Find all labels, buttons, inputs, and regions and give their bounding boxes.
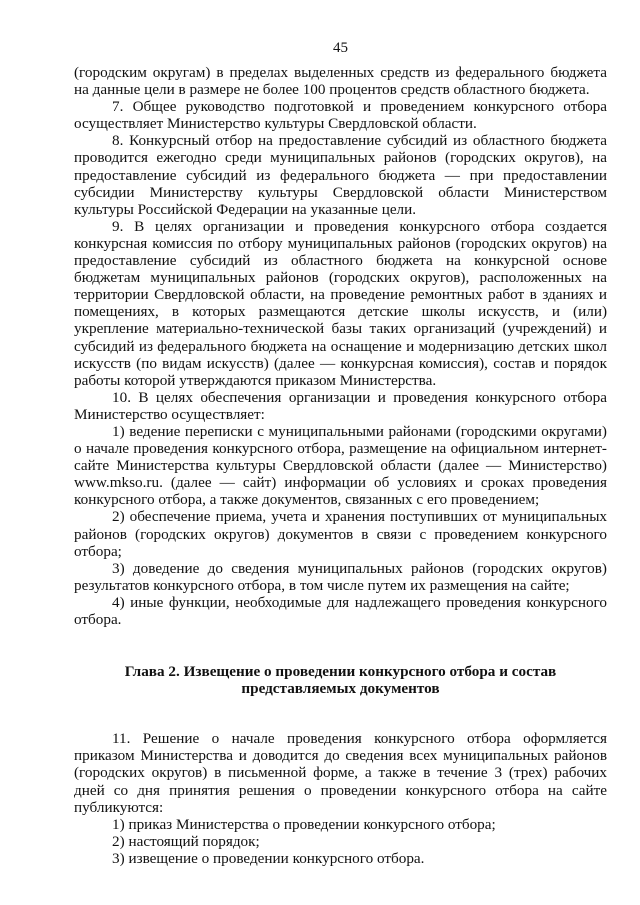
chapter-heading-line: представляемых документов [241, 680, 440, 698]
paragraph-10: 10. В целях обеспечения организации и проведения конкурсного отбора Министерство осуществляет: [74, 388, 607, 423]
list-item: 1) ведение переписки с муниципальными районами (городскими округами) о начале проведения конкурсного отбора, размещение на официальном интернет-сайте Министерства культуры Свердловской области (далее — Министерство) www.mkso.ru. (далее — сайт) информации об условиях и сроках проведения конкурсного отбора, а также документов, связанных с его проведением; [74, 422, 607, 509]
document-body [74, 64, 607, 867]
paragraph-8: 8. Конкурсный отбор на предоставление субсидий из областного бюджета проводится ежегодно среди муниципальных районов (городских округов), на предоставление субсидий из федерального бюджета — при предоставлении субсидии Министерству культуры Свердловской области Министерством культуры Российской Федерации на указанные цели. [74, 132, 607, 218]
paragraph-9: 9. В целях организации и проведения конкурсного отбора создается конкурсная комиссия по отбору муниципальных районов (городских округов) на предоставление субсидий из областного бюджета на конкурсной основе бюджетам муниципальных районов (городских округов), расположенных на территории Свердловской области, на проведение ремонтных работ в зданиях и помещениях, в которых размещаются детские школы искусств, и (или) укрепление материально-технической базы таких организаций (учреждений) и субсидий из федерального бюджета на оснащение и модернизацию детских школ искусств (по видам искусств) (далее — конкурсная комиссия), состав и порядок работы которой утверждаются приказом Министерства. [74, 217, 607, 389]
list-item: 1) приказ Министерства о проведении конкурсного отбора; [112, 815, 496, 833]
list-item: 4) иные функции, необходимые для надлежащего проведения конкурсного отбора. [74, 593, 607, 628]
list-item: 3) доведение до сведения муниципальных районов (городских округов) результатов конкурсного отбора, в том числе путем их размещения на сайте; [74, 559, 607, 594]
paragraph-continuation: (городским округам) в пределах выделенных средств из федерального бюджета на данные цели в размере не более 100 процентов средств областного бюджета. [74, 64, 607, 99]
paragraph-11: 11. Решение о начале проведения конкурсного отбора оформляется приказом Министерства и доводится до сведения всех муниципальных районов (городских округов) в письменной форме, а также в течение 3 (трех) рабочих дней со дня принятия решения о проведении конкурсного отбора на сайте публикуются: [74, 730, 607, 816]
list-item: 3) извещение о проведении конкурсного отбора. [112, 849, 425, 867]
list-item: 2) настоящий порядок; [112, 832, 260, 850]
page-number: 45 [333, 40, 348, 56]
chapter-heading [74, 663, 607, 697]
chapter-heading-line: Глава 2. Извещение о проведении конкурсного отбора и состав [124, 663, 557, 681]
list-item: 2) обеспечение приема, учета и хранения поступивших от муниципальных районов (городских округов) документов в связи с проведением конкурсного отбора; [74, 508, 607, 560]
paragraph-7: 7. Общее руководство подготовкой и проведением конкурсного отбора осуществляет Министерство культуры Свердловской области. [74, 98, 607, 133]
